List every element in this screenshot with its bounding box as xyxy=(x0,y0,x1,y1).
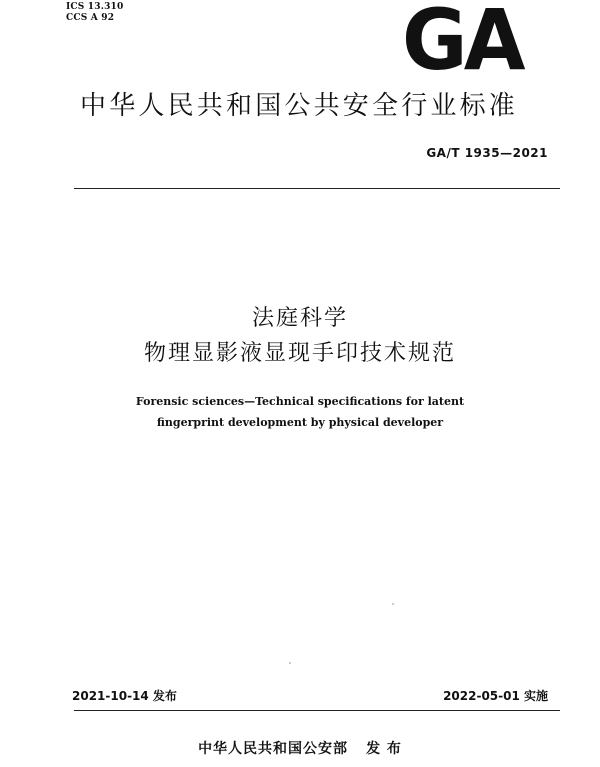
chinese-title-line1: 法庭科学 xyxy=(251,306,348,331)
issuer-line xyxy=(0,738,600,758)
chinese-title-line2: 物理显影液显现手印技术规范 xyxy=(143,341,456,366)
footer-divider xyxy=(74,710,560,711)
ccs-code: CCS A 92 xyxy=(66,13,115,23)
classification-codes xyxy=(66,2,123,24)
english-title-line2: fingerprint development by physical developer xyxy=(156,416,444,429)
issuer-action: 发 布 xyxy=(366,741,402,757)
scan-speck xyxy=(289,662,291,664)
issuer-name: 中华人民共和国公安部 xyxy=(198,741,349,757)
standard-number: GA/T 1935—2021 xyxy=(426,146,548,160)
ga-logo: GA xyxy=(402,0,522,89)
scan-speck xyxy=(392,603,394,605)
ics-code: ICS 13.310 xyxy=(66,2,124,12)
header-divider xyxy=(74,188,560,189)
issue-date: 2021-10-14 发布 xyxy=(72,689,177,703)
organization-title: 中华人民共和国公共安全行业标准 xyxy=(80,91,519,121)
implementation-date: 2022-05-01 实施 xyxy=(443,689,548,703)
english-title-line1: Forensic sciences—Technical specifications for latent xyxy=(135,395,465,408)
